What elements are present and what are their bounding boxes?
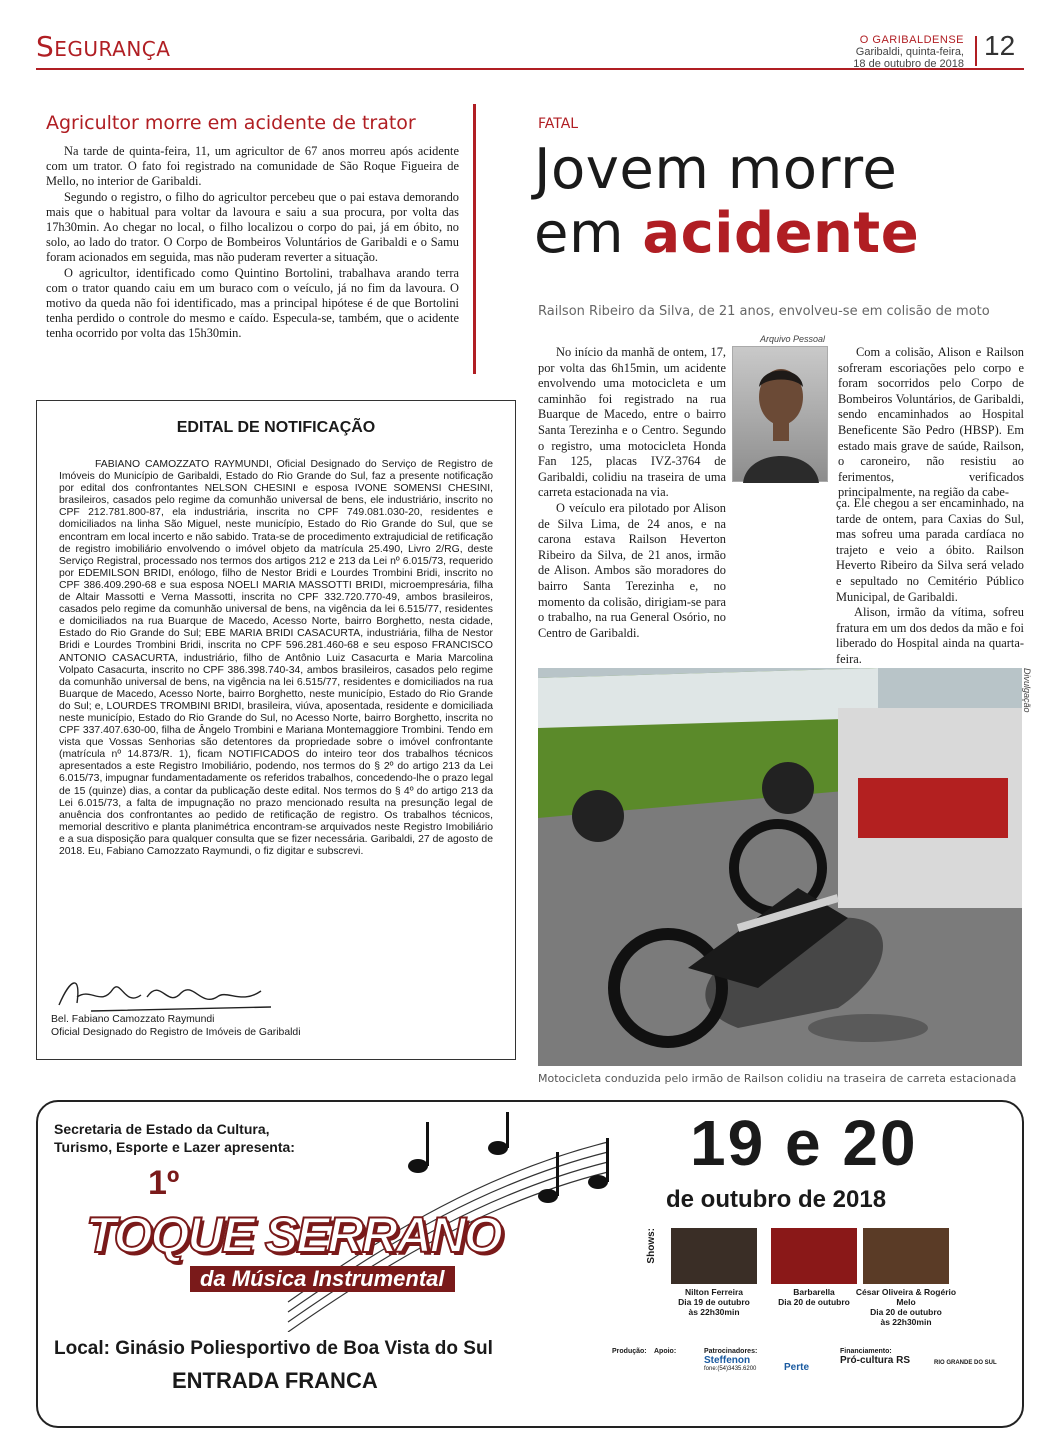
left-story-paragraph: O agricultor, identificado como Quintino Bortolini, trabalhava arando terra com o trator quando caiu em um buraco com o veículo, já no fim da lavoura. O motivo da queda não foi identificado, mas a principal hipótese é de que Bortolini tenha perdido o controle do mesmo e caído. Especula-se, também, que o acidente tenha ocorrido por volta das 15h30min. xyxy=(46,265,459,341)
advertisement xyxy=(36,1100,1024,1428)
steffenon-phone: fone:(54)3435.6200 xyxy=(704,1366,757,1372)
story-column-2 xyxy=(732,496,1024,668)
sponsor-apoio xyxy=(654,1348,676,1355)
person-silhouette-icon xyxy=(733,347,829,483)
left-story-paragraph: Segundo o registro, o filho do agricultor percebeu que o pai estava demorando mais que o habitual para voltar da lavoura e saiu a sua procura, por volta das 17h30min. Ao chegar no local, o filho localizou o corpo do pai, já em óbito, no solo, ao lado do trator. O Corpo de Bombeiros Voluntários de Garibaldi e o Samu foram acionados em seguida, mas não puderam reverter a situação. xyxy=(46,189,459,265)
show-name: César Oliveira & Rogério Melo xyxy=(855,1287,957,1307)
story-column-3 xyxy=(838,345,1024,501)
signature xyxy=(51,967,281,1017)
portrait-photo xyxy=(732,346,828,482)
edital-box xyxy=(36,400,516,1060)
headline-word: em xyxy=(534,201,643,266)
subhead: Railson Ribeiro da Silva, de 21 anos, envolveu-se em colisão de moto xyxy=(538,304,990,319)
ad-dates: 19 e 20 xyxy=(690,1107,918,1179)
show-time: às 22h30min xyxy=(688,1307,740,1317)
sponsor-label: Patrocinadores: xyxy=(704,1348,758,1355)
gov-logo: RIO GRANDE DO SUL xyxy=(934,1360,997,1366)
signer-title: Oficial Designado do Registro de Imóveis de Garibaldi xyxy=(51,1027,301,1038)
sponsor-producao xyxy=(612,1348,647,1355)
left-story-title: Agricultor morre em acidente de trator xyxy=(46,112,416,134)
show-date: Dia 20 de outubro xyxy=(870,1307,942,1317)
ad-month: de outubro de 2018 xyxy=(666,1186,887,1213)
sponsor-perte xyxy=(784,1362,809,1373)
headline xyxy=(534,138,1034,266)
show-photo xyxy=(863,1228,949,1284)
signer-name: Bel. Fabiano Camozzato Raymundi xyxy=(51,1014,215,1025)
perte-logo: Perte xyxy=(784,1362,810,1373)
sponsor-financiamento xyxy=(840,1348,910,1366)
ad-intro xyxy=(54,1120,295,1156)
story-paragraph: Com a colisão, Alison e Railson sofreram escoriações pelo corpo e foram socorridos pelo Corpo de Bombeiros Voluntários, de Garibaldi, sendo encaminhados ao Hospital Beneficente São Pedro (HBSP). Em estado mais grave de saúde, Railson, o caroneiro, não resistiu ao ferimentos, verificados principalmente, na região da cabe- xyxy=(838,345,1024,500)
ad-entry: ENTRADA FRANCA xyxy=(172,1368,378,1393)
steffenon-logo: Steffenon xyxy=(704,1355,751,1366)
header-info xyxy=(853,34,964,70)
show-name: Nilton Ferreira xyxy=(684,1287,744,1297)
header-separator xyxy=(975,36,977,66)
show-time: às 22h30min xyxy=(880,1317,932,1327)
section-title: Segurança xyxy=(36,30,171,63)
ad-ordinal: 1º xyxy=(148,1164,180,1202)
story-column-1 xyxy=(538,345,726,641)
sponsor-gov xyxy=(934,1360,997,1366)
show-photo xyxy=(771,1228,857,1284)
ad-logo-title: TOQUE SERRANO xyxy=(86,1207,501,1263)
paper-name: O GARIBALDENSE xyxy=(859,34,964,46)
story-paragraph: Alison, irmão da vítima, sofreu fratura em um dos dedos da mão e foi liberado do Hospital ainda na quarta-feira. xyxy=(836,605,1024,666)
ad-logo-subtitle: da Música Instrumental xyxy=(190,1266,455,1292)
sponsor-patrocinadores xyxy=(704,1348,757,1372)
accident-photo xyxy=(538,668,1022,1066)
date: 18 de outubro de 2018 xyxy=(853,58,964,70)
show-item xyxy=(846,1228,966,1327)
kicker: FATAL xyxy=(538,116,579,132)
ad-intro-line: Secretaria de Estado da Cultura, xyxy=(54,1121,270,1137)
portrait-credit: Arquivo Pessoal xyxy=(760,334,826,344)
photo-credit: Divulgação xyxy=(1022,668,1032,713)
dateline: Garibaldi, quinta-feira, xyxy=(855,46,964,58)
headline-line-2 xyxy=(534,202,1034,266)
left-story xyxy=(36,104,476,374)
ad-location: Local: Ginásio Poliesportivo de Boa Vista do Sul xyxy=(54,1338,493,1359)
story-paragraph: O veículo era pilotado por Alison de Silva Lima, de 24 anos, e na carona estava Railson Heverton Ribeiro da Silva, de 21 anos, irmão de Alison. Ambos são moradores do bairro Santa Terezinha e, no momento da colisão, dirigiam-se para o trabalho, na rua General Osório, no Centro de Garibaldi. xyxy=(538,500,726,640)
ad-intro-line: Turismo, Esporte e Lazer apresenta: xyxy=(54,1139,295,1155)
headline-highlight: acidente xyxy=(642,201,920,266)
show-date: Dia 20 de outubro xyxy=(778,1297,850,1307)
show-photo xyxy=(671,1228,757,1284)
sponsor-label: Produção: xyxy=(612,1348,647,1355)
show-date: Dia 19 de outubro xyxy=(678,1297,750,1307)
photo-caption: Motocicleta conduzida pelo irmão de Railson colidiu na traseira de carreta estacionada xyxy=(538,1072,1017,1085)
ad-shows-label: Shows: xyxy=(646,1228,657,1264)
procultura-logo: Pró-cultura RS xyxy=(840,1355,911,1366)
sponsor-label: Financiamento: xyxy=(840,1348,892,1355)
headline-line-1: Jovem morre xyxy=(534,137,898,202)
story-paragraph: ça. Ele chegou a ser encaminhado, na tarde de ontem, para Caxias do Sul, mas sofreu uma parada cardíaca no trajeto e veio a óbito. Railson Heverto Ribeiro da Silva será velado e sepultado no Cemitério Público Municipal, de Garibaldi. xyxy=(836,496,1024,604)
edital-title: EDITAL DE NOTIFICAÇÃO xyxy=(176,419,376,436)
signer-block xyxy=(51,1013,301,1039)
motorcycle-accident-image xyxy=(538,668,1022,1066)
show-name: Barbarella xyxy=(793,1287,835,1297)
page-number: 12 xyxy=(984,30,1016,61)
left-story-paragraph: Na tarde de quinta-feira, 11, um agricultor de 67 anos morreu após acidente com um trator. O fato foi registrado na comunidade de São Roque Figueira de Mello, no interior de Garibaldi. xyxy=(46,144,459,189)
edital-body: FABIANO CAMOZZATO RAYMUNDI, Oficial Designado do Serviço de Registro de Imóveis do Município de Garibaldi, Estado do Rio Grande do Sul, faz a presente notificação por edital dos confrontantes NELSON CHESINI e esposa IVONE SOMENSI CHESINI, brasileiros, casados pelo regime da comunhão universal de bens, ele industriário, inscrito no CPF 212.781.800-87, ela industriária, inscrita no CPF 749.081.030-20, residentes e domiciliados na linha São Miguel, neste município, Estado do Rio Grande do Sul, que se encontram em local incerto e não sabido. Trata-se de procedimento extrajudicial de retificação de registro imobiliário envolvendo o imóvel objeto da matrícula 25.490, Livro 2/RG, deste Serviço Registral, processado nos termos dos artigos 212 e 213 da Lei nº 6.015/73, requerido por EDEMILSON BRIDI, enólogo, filho de Nestor Bridi e Lourdes Trombini Bridi, inscrito no CPF 386.409.290-68 e sua esposa NOELI MARIA MASSOTTI BRIDI, microempresária, filha de Altair Massotti e Verna Massotti, inscrita no CPF 332.720.770-49, ambos brasileiros, casados pelo regime da comunhão universal de bens, na vigência da lei 6.515/77, residentes e domiciliados na rua Buarque de Macedo, Acesso Norte, bairro Borghetto, nesta cidade, Estado do Rio Grande do Sul; EBE MARIA BRIDI CASACURTA, industriária, filha de Nestor Bridi e Lourdes Trombini Bridi, inscrita no CPF 596.281.460-68 e seu esposo FRANCISCO ANTONIO CASACURTA, industriário, filho de Antônio Luiz Casacurta e Maria Marcolina Volpato Casacurta, inscrito no CPF 386.398.740-34, ambos brasileiros, casados pelo regime da comunhão universal de bens, na vigência na lei 6.515/77, residentes e domiciliados na rua Buarque de Macedo, Acesso Norte, bairro Borghetto, neste município, Estado do Rio Grande do Sul; e, LOURDES TROMBINI BRIDI, brasileira, viúva, aposentada, residente e domiciliada neste município, Estado do Rio Grande do Sul, no Acesso Norte, bairro Borghetto, inscrita no CPF 337.407.630-00, filha de Ângelo Trombini e Mariana Montemaggiore Trombini. Tendo em vista que Vossas Senhorias são detentores da propriedade sobre o imóvel confrontante (matrícula nº 14.873/R. 1), ficam NOTIFICADOS do inteiro teor dos trabalhos técnicos apresentados a este Registro Imobiliário, podendo, nos termos do § 2º do artigo 213 da Lei 6.015/73, impugnar fundamentadamente os referidos trabalhos, concedendo-lhe o prazo legal de 15 (quinze) dias, a contar da publicação deste edital. Nos termos do § 4º do artigo 213 da Lei 6.015/73, a falta de impugnação no prazo mencionado resulta na presunção legal de anuência dos confrontantes ao pedido de retificação de registro. Os trabalhos técnicos, memorial descritivo e planta planimétrica encontram-se arquivados neste Registro Imobiliário e a sua disposição para qualquer consulta que se fizer necessária. Garibaldi, 27 de agosto de 2018. Eu, Fabiano Camozzato Raymundi, o fiz digitar e subscrevi. xyxy=(59,459,493,857)
story-paragraph: No início da manhã de ontem, 17, por volta das 6h15min, um acidente envolvendo uma motocicleta e um caminhão foi registrado na rua Buarque de Macedo, entre o bairro Santa Terezinha e o Centro. Segundo o registro, uma motocicleta Honda Fan 125, placas IVZ-3764 de Garibaldi, colidiu na traseira de uma carreta estacionada na via. xyxy=(538,345,726,500)
sponsor-label: Apoio: xyxy=(654,1348,677,1355)
